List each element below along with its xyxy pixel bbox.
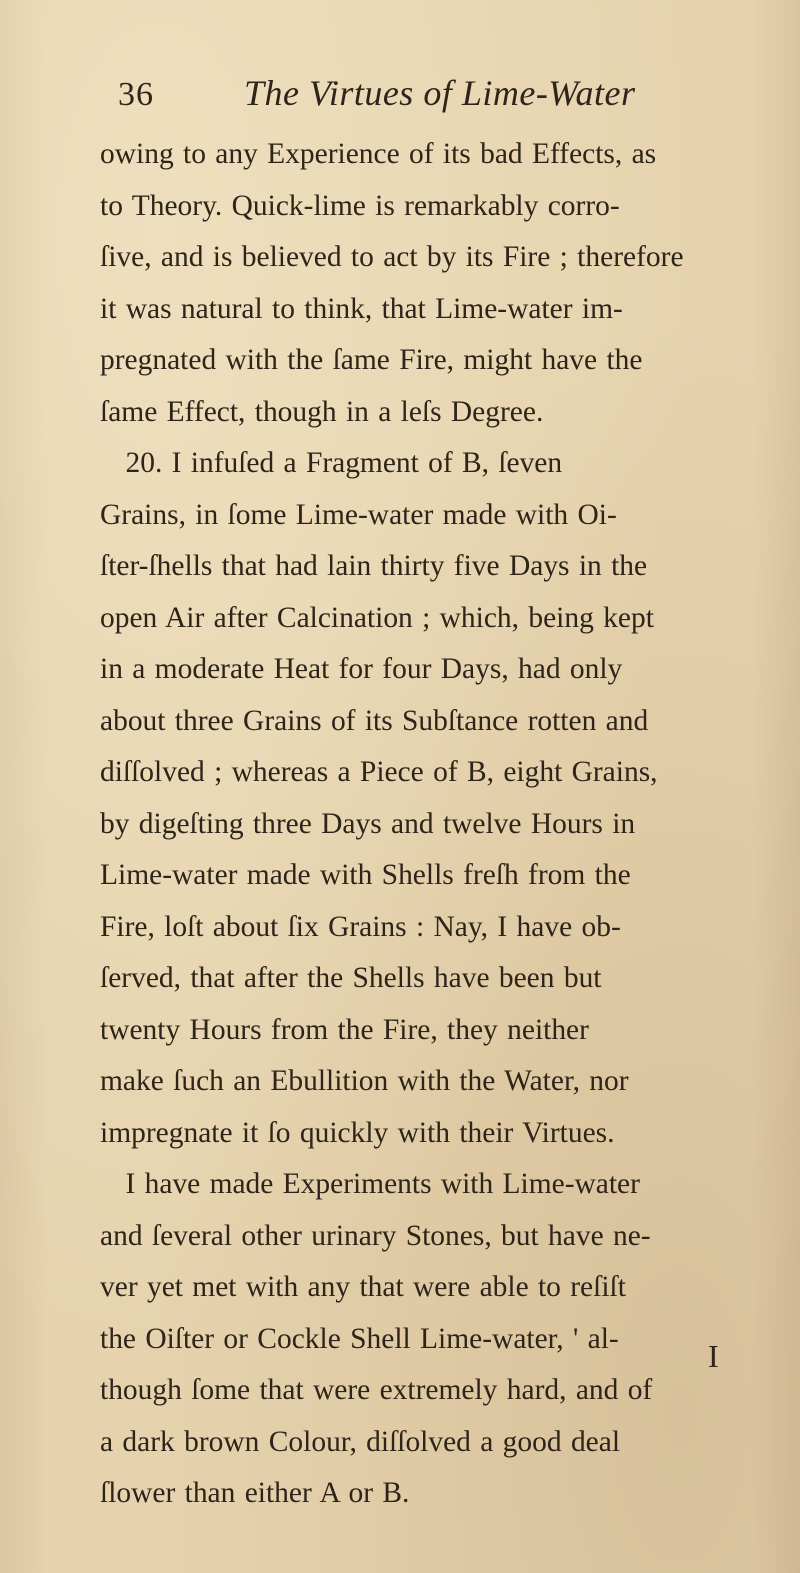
text-line: in a moderate Heat for four Days, had only xyxy=(100,652,623,685)
text-line: a dark brown Colour, diſſolved a good deal xyxy=(100,1424,621,1458)
page-number: 36 xyxy=(118,76,154,113)
text-line: Grains, in ſome Lime-water made with Oi- xyxy=(100,497,617,531)
text-line: ſlower than either A or B. xyxy=(100,1476,410,1509)
text-line: Lime-water made with Shells freſh from the xyxy=(100,858,631,891)
text-line: twenty Hours from the Fire, they neither xyxy=(100,1012,589,1046)
text-line: ver yet met with any that were able to reſiſt xyxy=(100,1270,626,1303)
text-line: make ſuch an Ebullition with the Water, nor xyxy=(100,1064,629,1097)
text-line: diſſolved ; whereas a Piece of B, eight Grains, xyxy=(100,755,658,788)
text-line: and ſeveral other urinary Stones, but have ne- xyxy=(100,1218,651,1252)
text-line: the Oiſter or Cockle Shell Lime-water, ' al- xyxy=(100,1321,619,1355)
page-header xyxy=(112,68,712,118)
text-line: though ſome that were extremely hard, and of xyxy=(100,1373,653,1406)
text-line: owing to any Experience of its bad Effects, as xyxy=(100,137,657,170)
text-line: pregnated with the ſame Fire, might have the xyxy=(100,343,643,376)
text-line: ſter-ſhells that had lain thirty five Days in the xyxy=(100,549,648,582)
body-text xyxy=(100,128,780,1519)
text-line: ſame Effect, though in a leſs Degree. xyxy=(100,394,544,428)
text-line: about three Grains of its Subſtance rotten and xyxy=(100,703,649,737)
text-line: 20. I infuſed a Fragment of B, ſeven xyxy=(125,446,563,479)
text-line: Fire, loſt about ſix Grains : Nay, I have ob- xyxy=(100,909,621,943)
text-line: it was natural to think, that Lime-water im- xyxy=(100,291,623,325)
running-title: The Virtues of Lime-Water xyxy=(244,73,636,113)
text-line: ſive, and is believed to act by its Fire ; therefore xyxy=(100,240,684,273)
text-line: open Air after Calcination ; which, being kept xyxy=(100,600,654,634)
text-line: to Theory. Quick-lime is remarkably corro- xyxy=(100,188,620,222)
text-line: by digeſting three Days and twelve Hours in xyxy=(100,806,636,840)
text-line: I have made Experiments with Lime-water xyxy=(125,1167,640,1200)
text-line: ſerved, that after the Shells have been but xyxy=(100,961,602,994)
catchword: I xyxy=(708,1338,719,1374)
text-line: impregnate it ſo quickly with their Virtues. xyxy=(100,1115,615,1149)
